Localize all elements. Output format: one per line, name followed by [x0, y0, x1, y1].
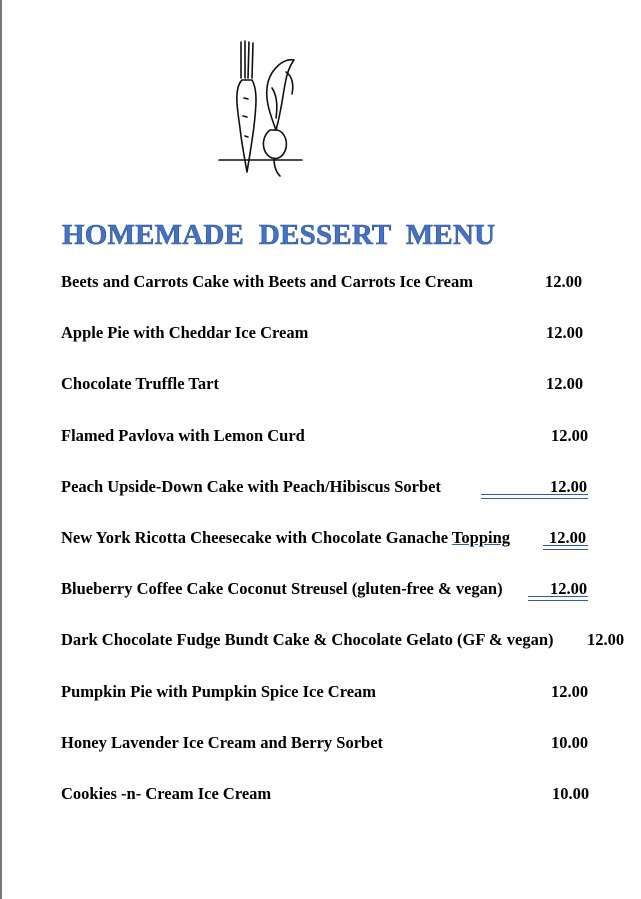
item-name: [61, 528, 510, 548]
item-name: Apple Pie with Cheddar Ice Cream: [61, 323, 309, 342]
item-price: 10.00: [551, 733, 589, 752]
menu-item: [61, 323, 621, 347]
item-name-text: New York Ricotta Cheesecake with Chocolate Ganache: [61, 528, 449, 547]
item-price: 12.00: [551, 426, 589, 445]
item-name: Chocolate Truffle Tart: [61, 374, 219, 393]
item-price: 10.00: [552, 784, 590, 803]
menu-item: [61, 630, 631, 654]
item-price: 12.00: [549, 528, 587, 547]
item-name: Peach Upside-Down Cake with Peach/Hibiscus Sorbet: [61, 477, 441, 496]
item-name: Dark Chocolate Fudge Bundt Cake & Chocolate Gelato (GF & vegan): [61, 630, 554, 649]
item-name: Honey Lavender Ice Cream and Berry Sorbet: [61, 733, 384, 752]
menu-title: HOMEMADE DESSERT MENU: [62, 219, 496, 251]
item-price: 12.00: [545, 272, 583, 291]
carrot-and-beet-icon: [214, 38, 309, 180]
menu-item: [61, 374, 621, 398]
item-name: Beets and Carrots Cake with Beets and Carrots Ice Cream: [61, 272, 473, 291]
menu-item: [61, 426, 621, 450]
menu-item: [61, 733, 621, 757]
menu-item: [61, 272, 621, 296]
double-underline: [543, 545, 588, 550]
item-price: 12.00: [551, 682, 589, 701]
page-left-border: [0, 0, 2, 899]
item-price: 12.00: [546, 374, 584, 393]
item-price: 12.00: [550, 477, 588, 496]
item-price: 12.00: [546, 323, 584, 342]
double-underline: [528, 596, 588, 601]
item-name: Cookies -n- Cream Ice Cream: [61, 784, 272, 803]
menu-item: [61, 682, 621, 706]
item-name-extra: Topping: [451, 528, 511, 547]
item-name: Blueberry Coffee Cake Coconut Streusel (gluten-free & vegan): [61, 579, 503, 598]
item-price: 12.00: [587, 630, 625, 649]
item-name: Flamed Pavlova with Lemon Curd: [61, 426, 305, 445]
double-underline: [481, 494, 588, 499]
item-name: Pumpkin Pie with Pumpkin Spice Ice Cream: [61, 682, 377, 701]
item-price: 12.00: [550, 579, 588, 598]
menu-item: [61, 784, 621, 808]
menu-item: [61, 528, 621, 552]
